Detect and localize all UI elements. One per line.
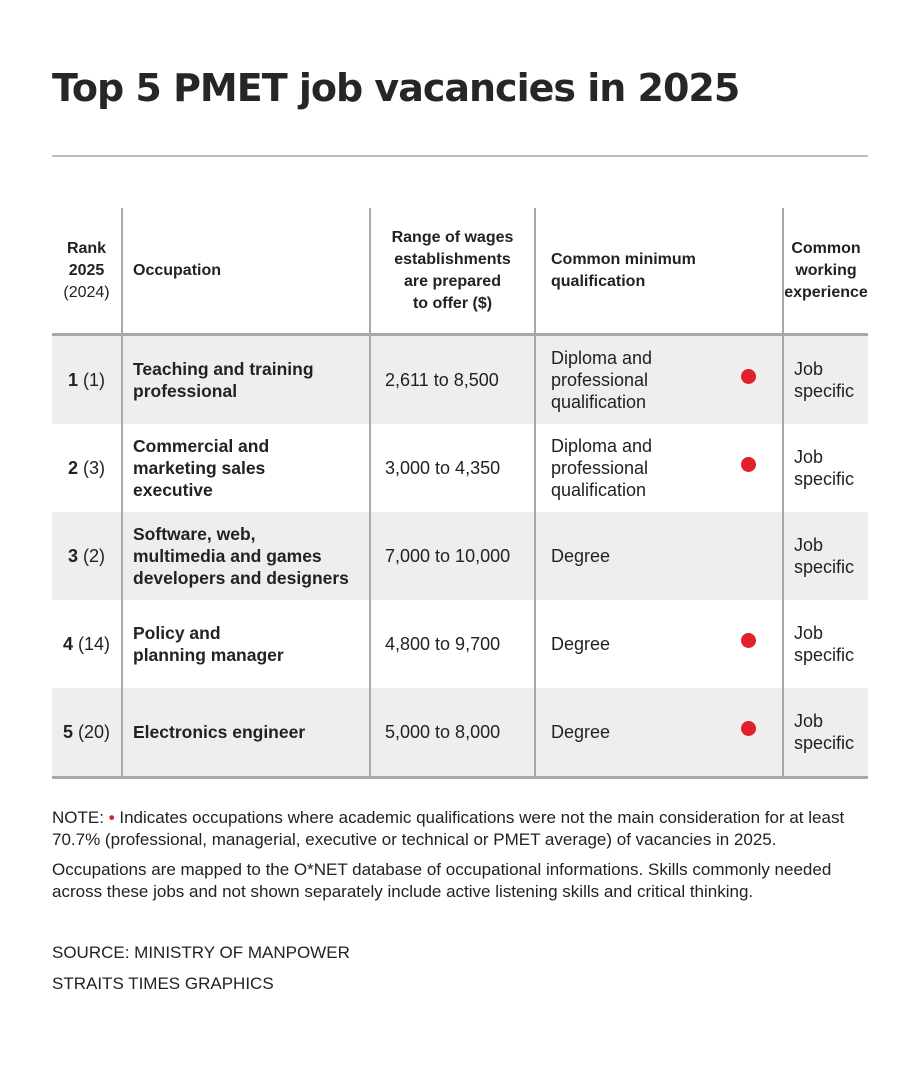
wages-cell	[370, 424, 535, 512]
qualification-line: qualification	[551, 392, 647, 412]
header-rank-line3: (2024)	[63, 283, 110, 301]
header-wages-line1: Range of wages	[391, 228, 514, 246]
header-wages	[370, 208, 535, 335]
wages-value: 3,000 to 4,350	[385, 458, 501, 478]
wages-value: 2,611 to 8,500	[385, 370, 499, 390]
header-wages-line2: establishments	[394, 250, 511, 268]
experience-value: Job specific	[794, 535, 855, 577]
wages-cell	[370, 688, 535, 778]
vacancies-table-container	[52, 208, 868, 779]
qualification-cell	[535, 335, 783, 425]
red-dot-icon	[741, 457, 756, 472]
occupation-line: planning manager	[133, 645, 284, 665]
wages-cell	[370, 600, 535, 688]
note-paragraph	[52, 807, 868, 851]
header-rank-line2: 2025	[68, 261, 105, 279]
rank-value: 2	[67, 458, 78, 478]
page-title: Top 5 PMET job vacancies in 2025	[52, 66, 740, 110]
wages-value: 7,000 to 10,000	[385, 546, 511, 566]
qualification-line: Degree	[551, 546, 611, 566]
red-dot-marker-icon: •	[108, 808, 115, 827]
header-occupation	[122, 208, 370, 335]
notes-section	[52, 807, 868, 911]
qualification-cell	[535, 424, 783, 512]
qualification-line: Degree	[551, 634, 611, 654]
qualification-line: professional	[551, 458, 649, 478]
rank-value: 4	[62, 634, 73, 654]
experience-value: Job specific	[794, 711, 855, 753]
header-qualification	[535, 208, 783, 335]
occupation-cell	[122, 688, 370, 778]
qualification-line: Diploma and	[551, 436, 653, 456]
graphics-credit-line: STRAITS TIMES GRAPHICS	[52, 974, 274, 993]
note-prefix: NOTE:	[52, 808, 104, 827]
header-experience-line2: working	[795, 261, 857, 279]
experience-cell	[783, 688, 868, 778]
occupation-line: professional	[133, 381, 238, 401]
header-rank-line1: Rank	[66, 239, 107, 257]
prev-rank-value: (1)	[83, 370, 106, 390]
table-header-row	[52, 208, 868, 335]
occupation-line: Commercial and	[133, 436, 270, 456]
wages-value: 5,000 to 8,000	[385, 722, 501, 742]
table-row	[52, 424, 868, 512]
rank-cell	[52, 424, 122, 512]
experience-value: Job specific	[794, 359, 855, 401]
mapping-paragraph: Occupations are mapped to the O*NET database of occupational informations. Skills commonly needed across these jobs and not shown separately include active listening skills and critical thinking.	[52, 860, 832, 901]
qualification-cell	[535, 512, 783, 600]
experience-value: Job specific	[794, 447, 855, 489]
prev-rank-value: (3)	[83, 458, 106, 478]
occupation-line: Teaching and training	[133, 359, 314, 379]
occupation-cell	[122, 335, 370, 425]
occupation-cell	[122, 600, 370, 688]
header-wages-line4: to offer ($)	[412, 294, 493, 312]
prev-rank-value: (14)	[78, 634, 111, 654]
header-rank	[52, 208, 122, 335]
occupation-line: Electronics engineer	[133, 722, 306, 742]
table-row	[52, 512, 868, 600]
header-occupation-label: Occupation	[133, 261, 222, 279]
occupation-line: Software, web,	[133, 524, 256, 544]
vacancies-table	[52, 208, 868, 779]
occupation-cell	[122, 424, 370, 512]
rank-cell	[52, 512, 122, 600]
qualification-line: qualification	[551, 480, 647, 500]
occupation-line: multimedia and games	[133, 546, 322, 566]
header-qualification-line2: qualification	[551, 272, 646, 290]
rank-value: 1	[67, 370, 78, 390]
occupation-cell	[122, 512, 370, 600]
experience-cell	[783, 335, 868, 425]
qualification-line: Degree	[551, 722, 611, 742]
occupation-line: marketing sales	[133, 458, 266, 478]
qualification-line: Diploma and	[551, 348, 653, 368]
rank-value: 3	[67, 546, 78, 566]
prev-rank-value: (20)	[78, 722, 111, 742]
red-dot-icon	[741, 633, 756, 648]
header-experience	[783, 208, 868, 335]
qualification-line: professional	[551, 370, 649, 390]
prev-rank-value: (2)	[83, 546, 106, 566]
header-experience-line3: experience	[784, 283, 868, 301]
experience-cell	[783, 512, 868, 600]
source-line: SOURCE: MINISTRY OF MANPOWER	[52, 943, 350, 962]
wages-cell	[370, 512, 535, 600]
table-row	[52, 335, 868, 425]
occupation-line: Policy and	[133, 623, 221, 643]
title-divider	[52, 155, 868, 157]
occupation-line: developers and designers	[133, 568, 349, 588]
header-qualification-line1: Common minimum	[551, 250, 696, 268]
header-wages-line3: are prepared	[404, 272, 501, 290]
table-row	[52, 600, 868, 688]
source-credits	[52, 937, 350, 999]
wages-value: 4,800 to 9,700	[385, 634, 501, 654]
wages-cell	[370, 335, 535, 425]
qualification-cell	[535, 600, 783, 688]
rank-cell	[52, 335, 122, 425]
rank-value: 5	[62, 722, 73, 742]
experience-value: Job specific	[794, 623, 855, 665]
red-dot-icon	[741, 721, 756, 736]
table-row	[52, 688, 868, 778]
header-experience-line1: Common	[791, 239, 861, 257]
red-dot-icon	[741, 369, 756, 384]
rank-cell	[52, 688, 122, 778]
experience-cell	[783, 600, 868, 688]
experience-cell	[783, 424, 868, 512]
qualification-cell	[535, 688, 783, 778]
rank-cell	[52, 600, 122, 688]
occupation-line: executive	[133, 480, 213, 500]
note-text: Indicates occupations where academic qualifications were not the main consideration for at least 70.7% (professional, managerial, executive or technical or PMET average) of vacancies in 2025.	[52, 808, 845, 849]
